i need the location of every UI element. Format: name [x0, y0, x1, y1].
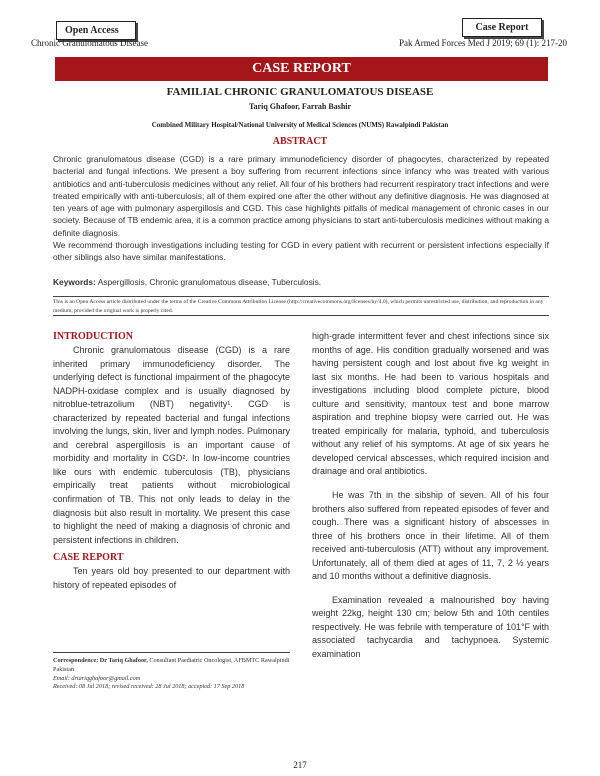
correspondence-email: Email: drtariqghafoor@gmail.com	[53, 674, 141, 682]
license-note: This is an Open Access article distributed under the terms of the Creative Commons Attribution License (http://creativecommons.org/licenses/by/4.0), which permits unrestricted use, distribution, and reproduction in any medium, provided the original work is properly cited.	[53, 296, 549, 316]
abstract-heading: ABSTRACT	[272, 136, 328, 147]
case-report-text: Ten years old boy presented to our department with history of repeated episodes of	[53, 566, 290, 590]
abstract-paragraph-2: We recommend thorough investigations including testing for CGD in every patient with recurrent or persistent infections especially if other siblings also have similar manifestations.	[53, 240, 549, 263]
keywords-label: Keywords:	[53, 277, 96, 287]
running-header-left: Chronic Granulomatous Disease	[31, 38, 148, 48]
running-header-right: Pak Armed Forces Med J 2019; 69 (1): 217-20	[399, 38, 567, 48]
correspondence-label: Correspondence: Dr Tariq Ghafoor,	[53, 657, 148, 664]
keywords	[53, 277, 549, 287]
affiliation: Combined Military Hospital/National University of Medical Sciences (NUMS) Rawalpindi Pakistan	[151, 121, 449, 129]
introduction-text: Chronic granulomatous disease (CGD) is a rare inherited primary immunodeficiency disorder. The underlying defect is functional impairment of the phagocyte NADPH-oxidase complex and is usually diagnosed by nitroblue-tetrazolium (NBT) negativity¹. CGD is characterized by repeated bacterial and fungal infections involving the lungs, skin, liver and lymph nodes. Pulmonary and cerebral aspergillosis is an important cause of morbidity and mortality in CGD². In low-income countries like ours with endemic tuberculosis (TB), physicians empirically treat patients without microbiological confirmation of TB. This not only leads to delay in the diagnosis but also result in mortality. We present this case to highlight the need of making a diagnosis of chronic and persistent infections in children.	[53, 345, 290, 545]
abstract-paragraph-1: Chronic granulomatous disease (CGD) is a rare primary immunodeficiency disorder of phagocytes, characterized by repeated bacterial and fungal infections. We present a boy suffering from recurrent infections since infancy who was treated with various antibiotics and anti-tuberculosis medicines without any relief. All four of his brothers had recurrent respiratory tract infections and were treated empirically with anti-tuberculosis; all of them expired one after the other without any definitive diagnosis. He was diagnosed at ten years of age with pulmonary aspergillosis and CGD. This case highlights pitfalls of medical management of chronic cases in our society. Because of TB endemic area, it is a common practice among physicians to start anti-tuberculosis medicines without making a definite diagnosis.	[53, 154, 549, 238]
right-paragraph-1: high-grade intermittent fever and chest infections since six months of age. His condition gradually worsened and was having persistent cough and lost about five kg weight in last six months. He had been to various hospitals and investigations including blood complete picture, blood culture and sensitivity, mantoux test and bone marrow aspiration and trephine biopsy were carried out. He was treated empirically for malaria, typhoid, and tuberculosis without any relief of his symptoms. At age of six years he developed cervical abscesses, which required incision and drainage and oral antibiotics.	[312, 331, 549, 477]
left-column	[53, 330, 290, 592]
correspondence-footnote	[53, 652, 290, 692]
page-number: 217	[293, 760, 307, 770]
right-paragraph-2: He was 7th in the sibship of seven. All of his four brothers also suffered from repeated episodes of fever and cough. There was a significant history of abscesses in three of his brothers once in their lifetime. All of them received anti-tuberculosis (ATT) without any improvement. Unfortunately, all of them died at ages of 11, 7, 2 ½ years and 10 months without a definitive diagnosis.	[312, 490, 549, 582]
keywords-list: Aspergillosis, Chronic granulomatous disease, Tuberculosis.	[95, 277, 322, 287]
received-dates: Received: 08 Jul 2018; revised received: 28 Jul 2018; accepted: 17 Sep 2018	[53, 683, 245, 691]
article-title: FAMILIAL CHRONIC GRANULOMATOUS DISEASE	[166, 86, 434, 98]
case-report-heading: CASE REPORT	[53, 552, 124, 564]
open-access-tag: Open Access	[56, 21, 136, 40]
case-report-tag: Case Report	[462, 18, 542, 37]
right-paragraph-3: Examination revealed a malnourished boy having weight 22kg, height 130 cm; below 5th and 10th centiles respectively. He was febrile with temperature of 101°F with associated tachycardia and tachypnoea. Systemic examination	[312, 594, 549, 660]
right-column	[312, 330, 549, 662]
correspondence-detail: Consultant Paediatric Oncologist, AFBMTC Rawalpindi Pakistan	[53, 657, 290, 673]
authors: Tariq Ghafoor, Farrah Bashir	[248, 102, 352, 111]
introduction-heading: INTRODUCTION	[53, 331, 134, 342]
article-type-banner: CASE REPORT	[55, 57, 548, 81]
abstract-body	[53, 153, 549, 264]
